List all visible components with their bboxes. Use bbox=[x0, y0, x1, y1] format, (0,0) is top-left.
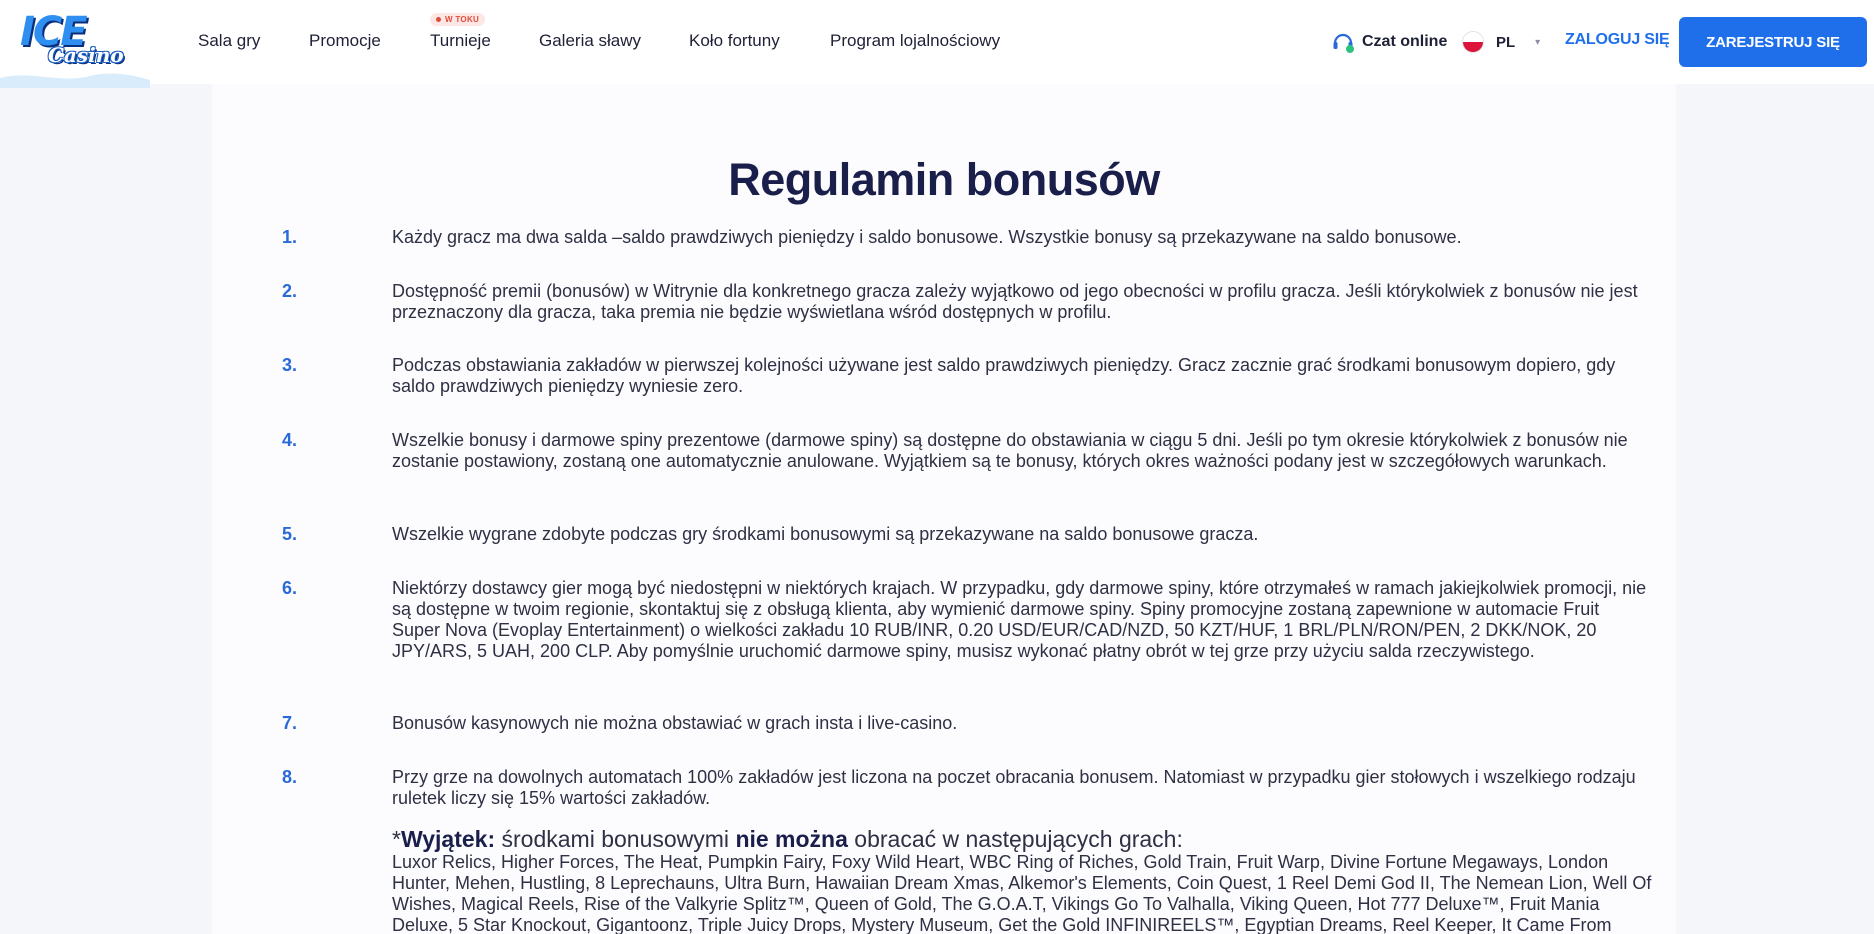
chat-headset-icon bbox=[1331, 30, 1355, 54]
exception-text-b: obracać w następujących grach: bbox=[847, 826, 1183, 852]
exception-strong: nie można bbox=[735, 826, 848, 852]
excluded-games-list: Luxor Relics, Higher Forces, The Heat, Pumpkin Fairy, Foxy Wild Heart, WBC Ring of Riches, Gold Train, Fruit Warp, Divine Fortune Megaways, London Hunter, Mehen, Hustling, 8 Leprechauns, Ultra Burn, Hawaiian Dream Xmas, Alkemor's Elements, Coin Quest, 1 Reel Demi God II, The Nemean Lion, Well Of Wishes, Magical Reels, Rise of the Valkyrie Splitz™, Queen of Gold, The G.O.A.T, Vikings Go To Valhalla, Viking Queen, Hot 777 Deluxe™, Fruit Mania Deluxe, 5 Star Knockout, Gigantoonz, Triple Juicy Drops, Mystery Museum, Get the Gold INFINIREELS™, Egyptian Dreams, Reel Keeper, It Came From bbox=[392, 852, 1652, 934]
live-badge-label: W TOKU bbox=[445, 15, 480, 24]
exception-block bbox=[392, 826, 1652, 934]
login-button[interactable]: ZALOGUJ SIĘ bbox=[1565, 31, 1670, 48]
chat-label: Czat online bbox=[1362, 33, 1448, 50]
rule-number: 2. bbox=[282, 281, 298, 301]
rule-text: Bonusów kasynowych nie można obstawiać w grach insta i live-casino. bbox=[392, 713, 958, 733]
nav-item-turnieje[interactable]: Turnieje bbox=[430, 31, 491, 50]
site-header bbox=[0, 0, 1874, 84]
nav-item-sala-gry[interactable]: Sala gry bbox=[198, 31, 261, 50]
rule-text: Przy grze na dowolnych automatach 100% zakładów jest liczona na poczet obracania bonusem. Natomiast w przypadku gier stołowych i wszelkiego rodzaju ruletek liczy się 15% wartości zakładów. bbox=[392, 767, 1636, 808]
rule-number: 1. bbox=[282, 227, 298, 247]
chevron-down-icon: ▾ bbox=[1535, 36, 1541, 48]
online-chat-link[interactable] bbox=[1331, 30, 1447, 54]
nav-item-kolo-fortuny[interactable]: Koło fortuny bbox=[689, 31, 780, 50]
exception-star: * bbox=[392, 826, 401, 852]
live-badge bbox=[430, 13, 485, 26]
exception-heading bbox=[392, 826, 1652, 852]
rule-number: 8. bbox=[282, 767, 298, 787]
rule-number: 3. bbox=[282, 355, 298, 375]
bonus-terms-content bbox=[212, 84, 1676, 934]
rule-text: Wszelkie wygrane zdobyte podczas gry środkami bonusowymi są przekazywane na saldo bonusowe gracza. bbox=[392, 524, 1259, 544]
nav-item-promocje[interactable]: Promocje bbox=[309, 31, 381, 50]
rule-text: Podczas obstawiania zakładów w pierwszej kolejności używane jest saldo prawdziwych pieniędzy. Gracz zacznie grać środkami bonusowym dopiero, gdy saldo prawdziwych pieniędzy wyniesie zero. bbox=[392, 355, 1616, 396]
exception-label: Wyjątek: bbox=[400, 826, 496, 852]
logo-casino-text: Casino bbox=[48, 43, 124, 67]
poland-flag-icon bbox=[1462, 31, 1484, 53]
nav-item-program-lojalnosciowy[interactable]: Program lojalnościowy bbox=[830, 31, 1001, 50]
logo-ice-text: ICE bbox=[20, 9, 86, 55]
exception-text-a: środkami bonusowymi bbox=[495, 826, 736, 852]
ice-casino-logo[interactable] bbox=[20, 9, 124, 70]
rule-number: 5. bbox=[282, 524, 298, 544]
live-dot-icon bbox=[436, 17, 441, 22]
ice-wave-decoration bbox=[0, 70, 150, 88]
rule-number: 6. bbox=[282, 578, 298, 598]
rule-number: 4. bbox=[282, 430, 298, 450]
register-button[interactable]: ZAREJESTRUJ SIĘ bbox=[1679, 17, 1867, 67]
rule-number: 7. bbox=[282, 713, 298, 733]
rule-text: Dostępność premii (bonusów) w Witrynie dla konkretnego gracza zależy wyjątkowo od jego obecności w profilu gracza. Jeśli którykolwiek z bonusów nie jest przeznaczony dla gracza, taka premia nie będzie wyświetlana wśród dostępnych w profilu. bbox=[392, 281, 1638, 322]
rule-text: Wszelkie bonusy i darmowe spiny prezentowe (darmowe spiny) są dostępne do obstawiania w ciągu 5 dni. Jeśli po tym okresie którykolwiek z bonusów nie zostanie postawiony, zostaną one automatycznie anulowane. Wyjątkiem są te bonusy, których okres ważności podany jest w szczegółowych warunkach. bbox=[392, 430, 1628, 471]
language-label: PL bbox=[1496, 33, 1516, 51]
language-selector[interactable] bbox=[1462, 28, 1540, 56]
rule-text: Każdy gracz ma dwa salda –saldo prawdziwych pieniędzy i saldo bonusowe. Wszystkie bonusy są przekazywane na saldo bonusowe. bbox=[392, 227, 1462, 247]
page-title: Regulamin bonusów bbox=[728, 154, 1160, 205]
rule-text: Niektórzy dostawcy gier mogą być niedostępni w niektórych krajach. W przypadku, gdy darmowe spiny, które otrzymałeś w ramach jakiejkolwiek promocji, nie są dostępne w twoim regionie, skontaktuj się z obsługą klienta, aby wymienić darmowe spiny. Spiny promocyjne zostaną zapewnione w automacie Fruit Super Nova (Evoplay Entertainment) o wielkości zakładu 10 RUB/INR, 0.20 USD/EUR/CAD/NZD, 50 KZT/HUF, 1 BRL/PLN/RON/PEN, 2 DKK/NOK, 20 JPY/ARS, 5 UAH, 200 CLP. Aby pomyślnie uruchomić darmowe spiny, musisz wykonać płatny obrót w tej grze przy użyciu salda rzeczywistego. bbox=[392, 578, 1647, 661]
nav-item-galeria-slawy[interactable]: Galeria sławy bbox=[539, 31, 642, 50]
